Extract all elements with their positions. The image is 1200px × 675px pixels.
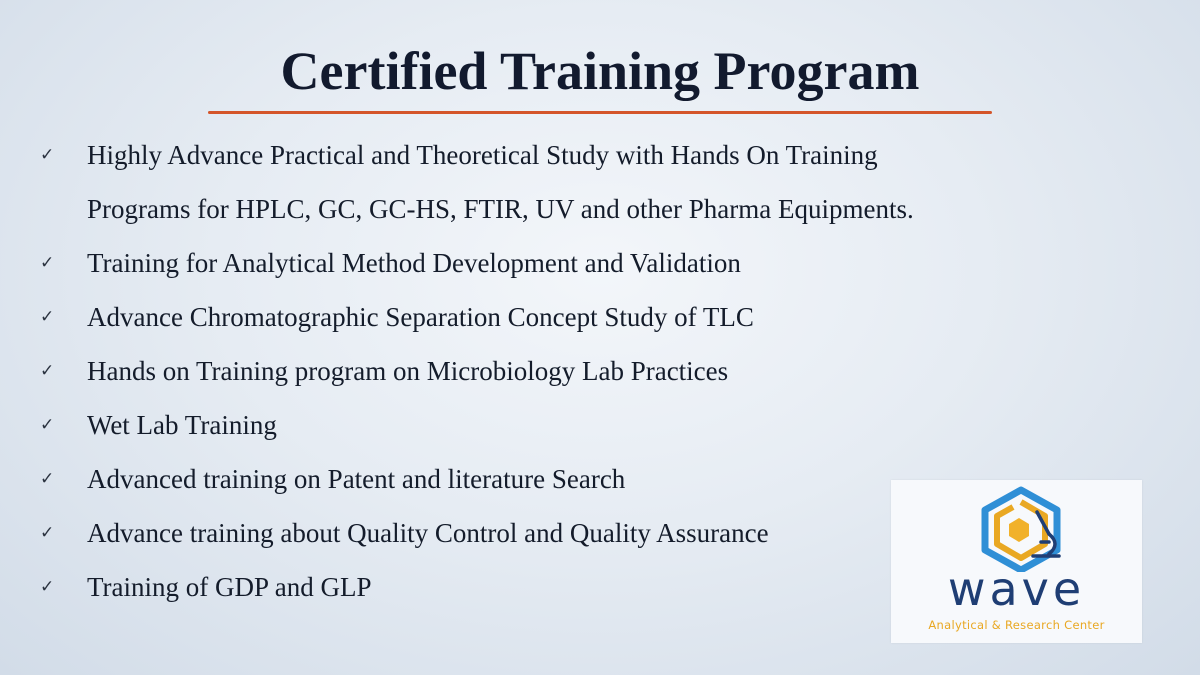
checkmark-icon: ✓ [40,361,55,381]
bullet-item [40,128,1140,182]
bullet-text: Advanced training on Patent and literature Search [87,464,626,494]
checkmark-icon: ✓ [40,145,55,165]
checkmark-icon: ✓ [40,577,55,597]
wave-logo [891,480,1142,643]
bullet-text: Training for Analytical Method Development and Validation [87,248,741,278]
bullet-text: Training of GDP and GLP [87,572,372,602]
bullet-item [40,344,1140,398]
title-underline [208,111,992,114]
bullet-item [40,290,1140,344]
checkmark-icon: ✓ [40,307,55,327]
bullet-text: Advance Chromatographic Separation Concept Study of TLC [87,302,754,332]
logo-tagline: Analytical & Research Center [928,618,1105,632]
slide-title: Certified Training Program [280,41,920,101]
checkmark-icon: ✓ [40,253,55,273]
bullet-item [40,236,1140,290]
bullet-text: Programs for HPLC, GC, GC-HS, FTIR, UV and other Pharma Equipments. [87,194,914,224]
logo-wordmark: wave [947,562,1086,616]
checkmark-icon: ✓ [40,415,55,435]
hexagon-logo-icon [975,486,1067,572]
checkmark-icon: ✓ [40,469,55,489]
bullet-text: Advance training about Quality Control and Quality Assurance [87,518,769,548]
bullet-text: Wet Lab Training [87,410,277,440]
bullet-text: Hands on Training program on Microbiology Lab Practices [87,356,729,386]
checkmark-icon: ✓ [40,523,55,543]
bullet-item [40,398,1140,452]
bullet-text: Highly Advance Practical and Theoretical Study with Hands On Training [87,140,878,170]
bullet-item-continuation [40,182,1140,236]
